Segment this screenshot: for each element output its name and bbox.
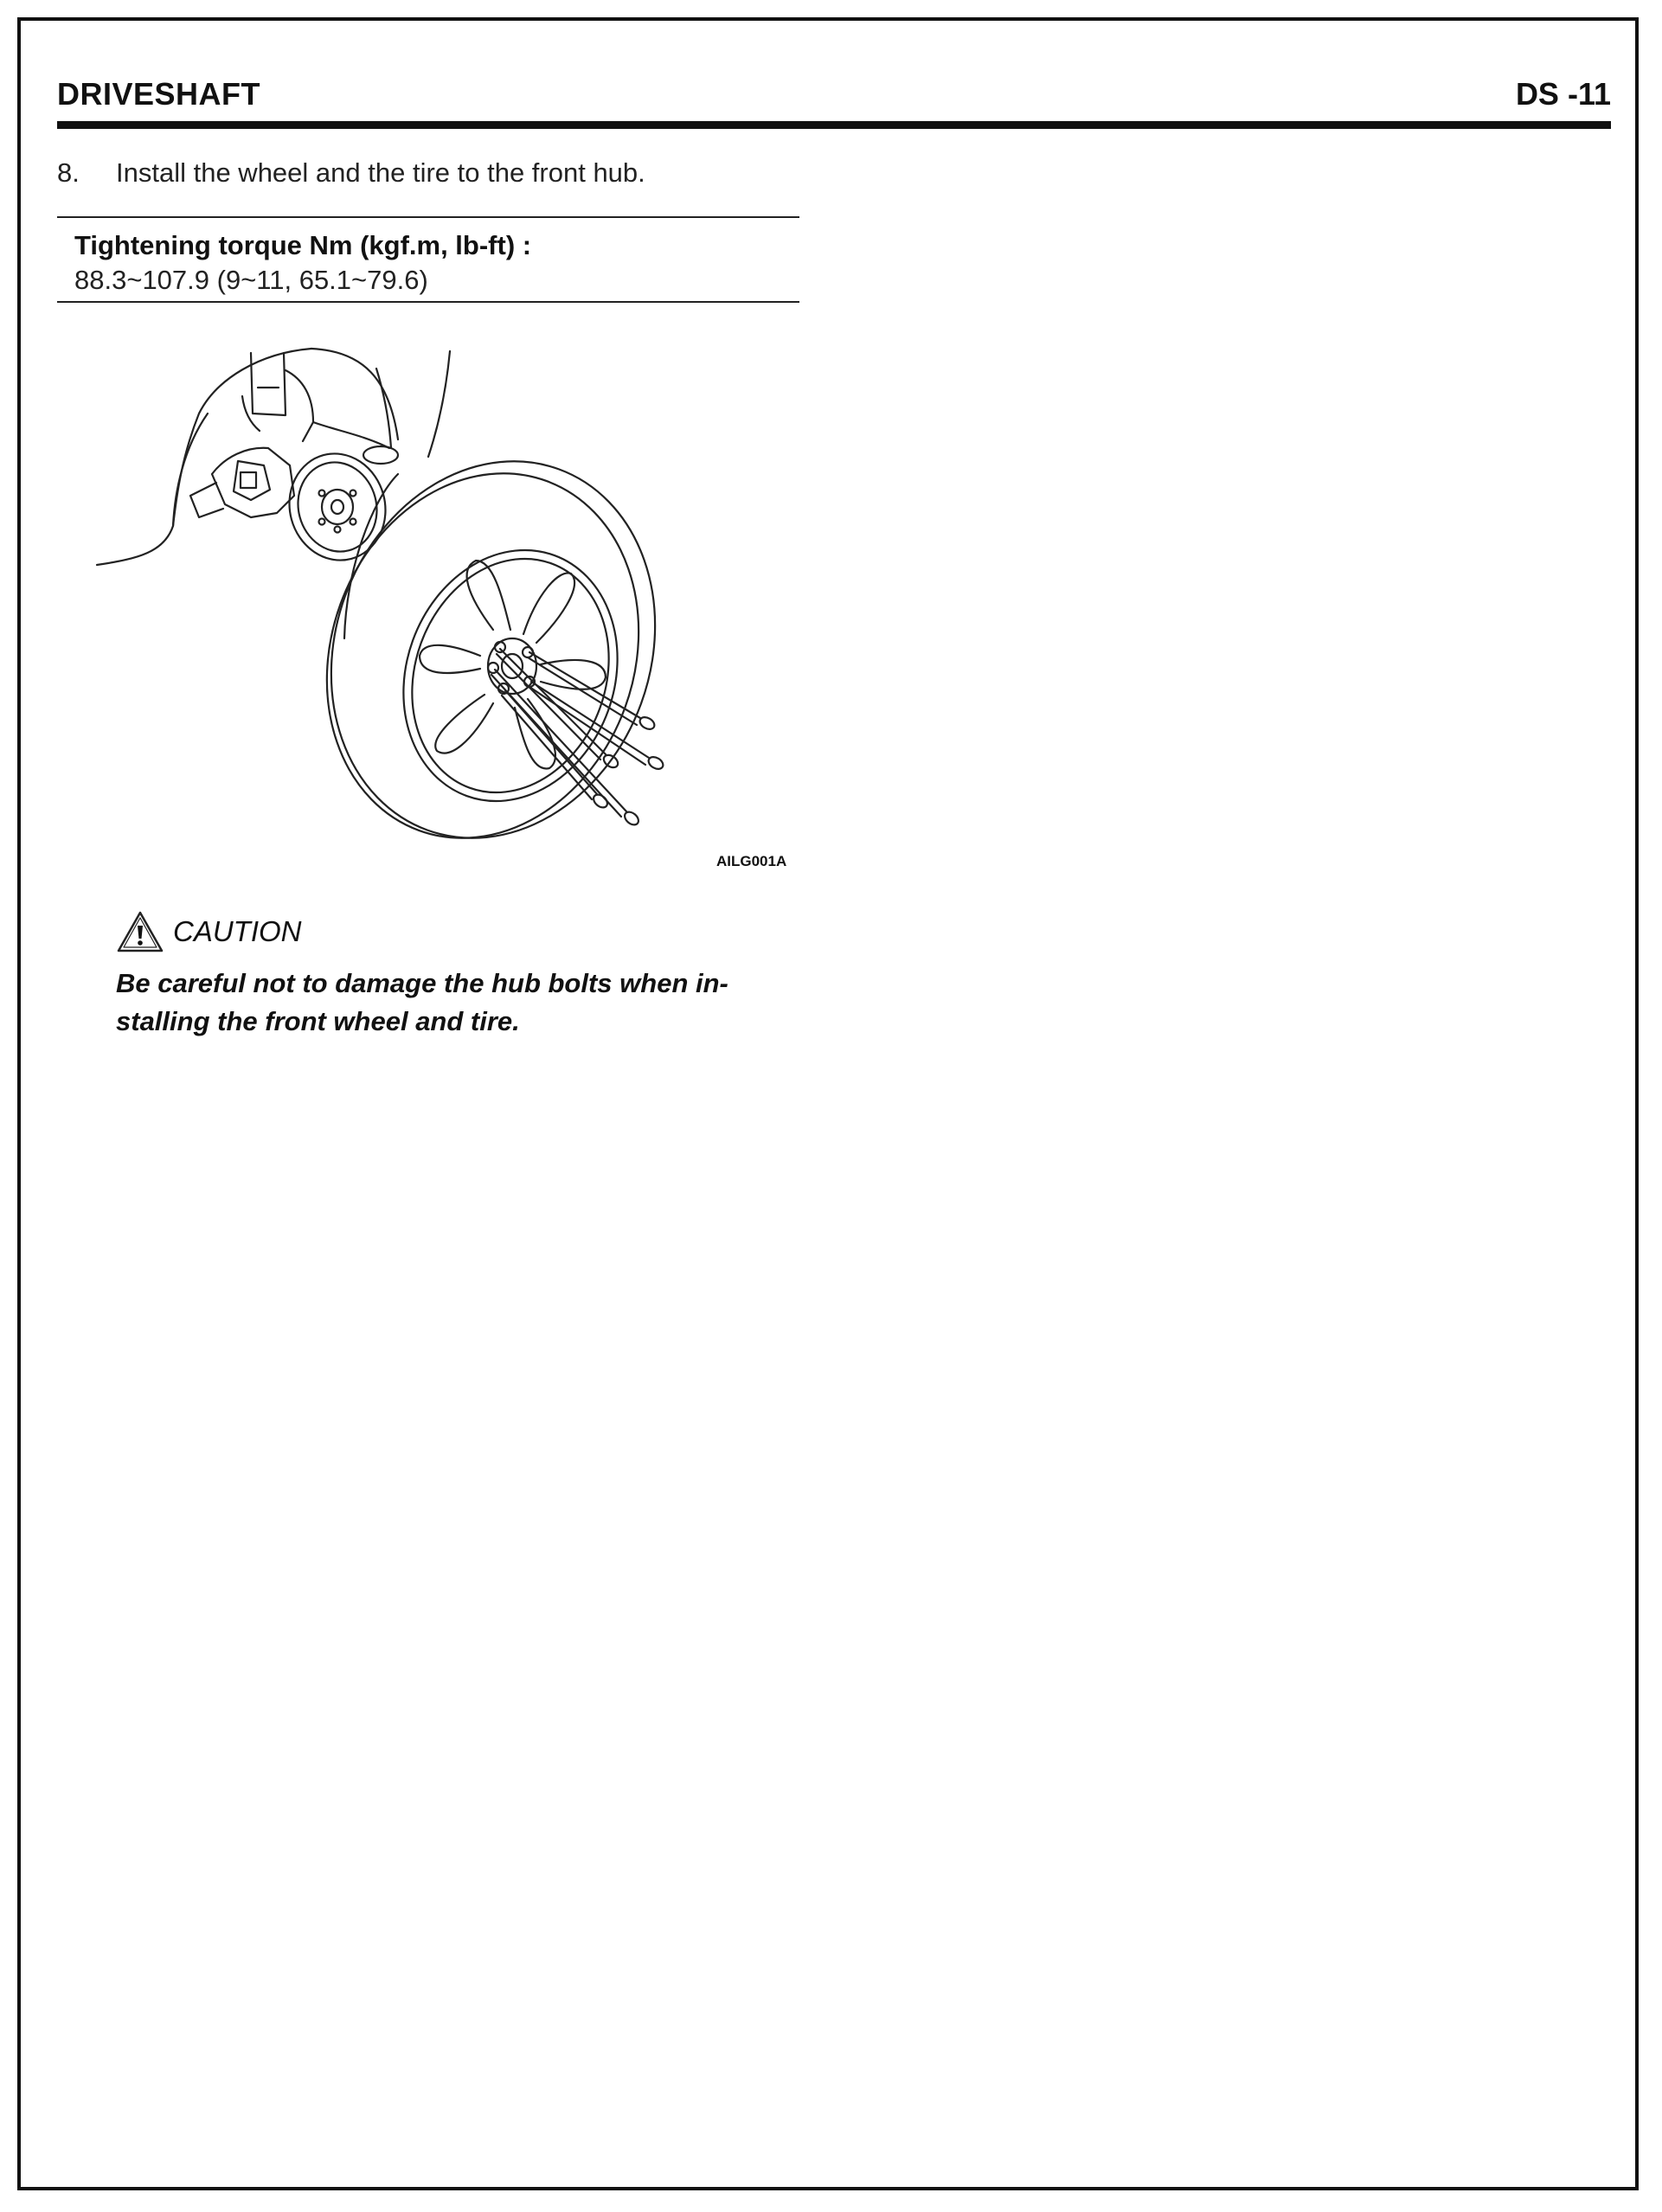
torque-spec-value: 88.3~107.9 (9~11, 65.1~79.6) — [74, 265, 428, 295]
torque-spec-label: Tightening torque Nm (kgf.m, lb-ft) : — [74, 230, 532, 260]
figure-code: AILG001A — [716, 853, 787, 869]
step-text: Install the wheel and the tire to the front hub. — [116, 157, 645, 188]
caution-line-2: stalling the front wheel and tire. — [116, 1006, 520, 1036]
page-number: DS -11 — [1515, 76, 1611, 112]
torque-spec-box — [57, 216, 799, 303]
wheel-installation-illustration — [87, 344, 709, 846]
wheel-installation-figure — [87, 344, 709, 846]
step-8 — [57, 157, 645, 189]
header-divider — [57, 121, 1611, 129]
section-title: DRIVESHAFT — [57, 76, 261, 112]
step-number: 8. — [57, 157, 80, 188]
caution-label: CAUTION — [173, 915, 302, 947]
caution-line-1: Be careful not to damage the hub bolts when in- — [116, 968, 728, 998]
caution-text — [116, 965, 808, 1041]
page-header — [57, 76, 1611, 121]
page-frame — [17, 17, 1639, 2190]
warning-triangle-icon — [116, 910, 164, 953]
